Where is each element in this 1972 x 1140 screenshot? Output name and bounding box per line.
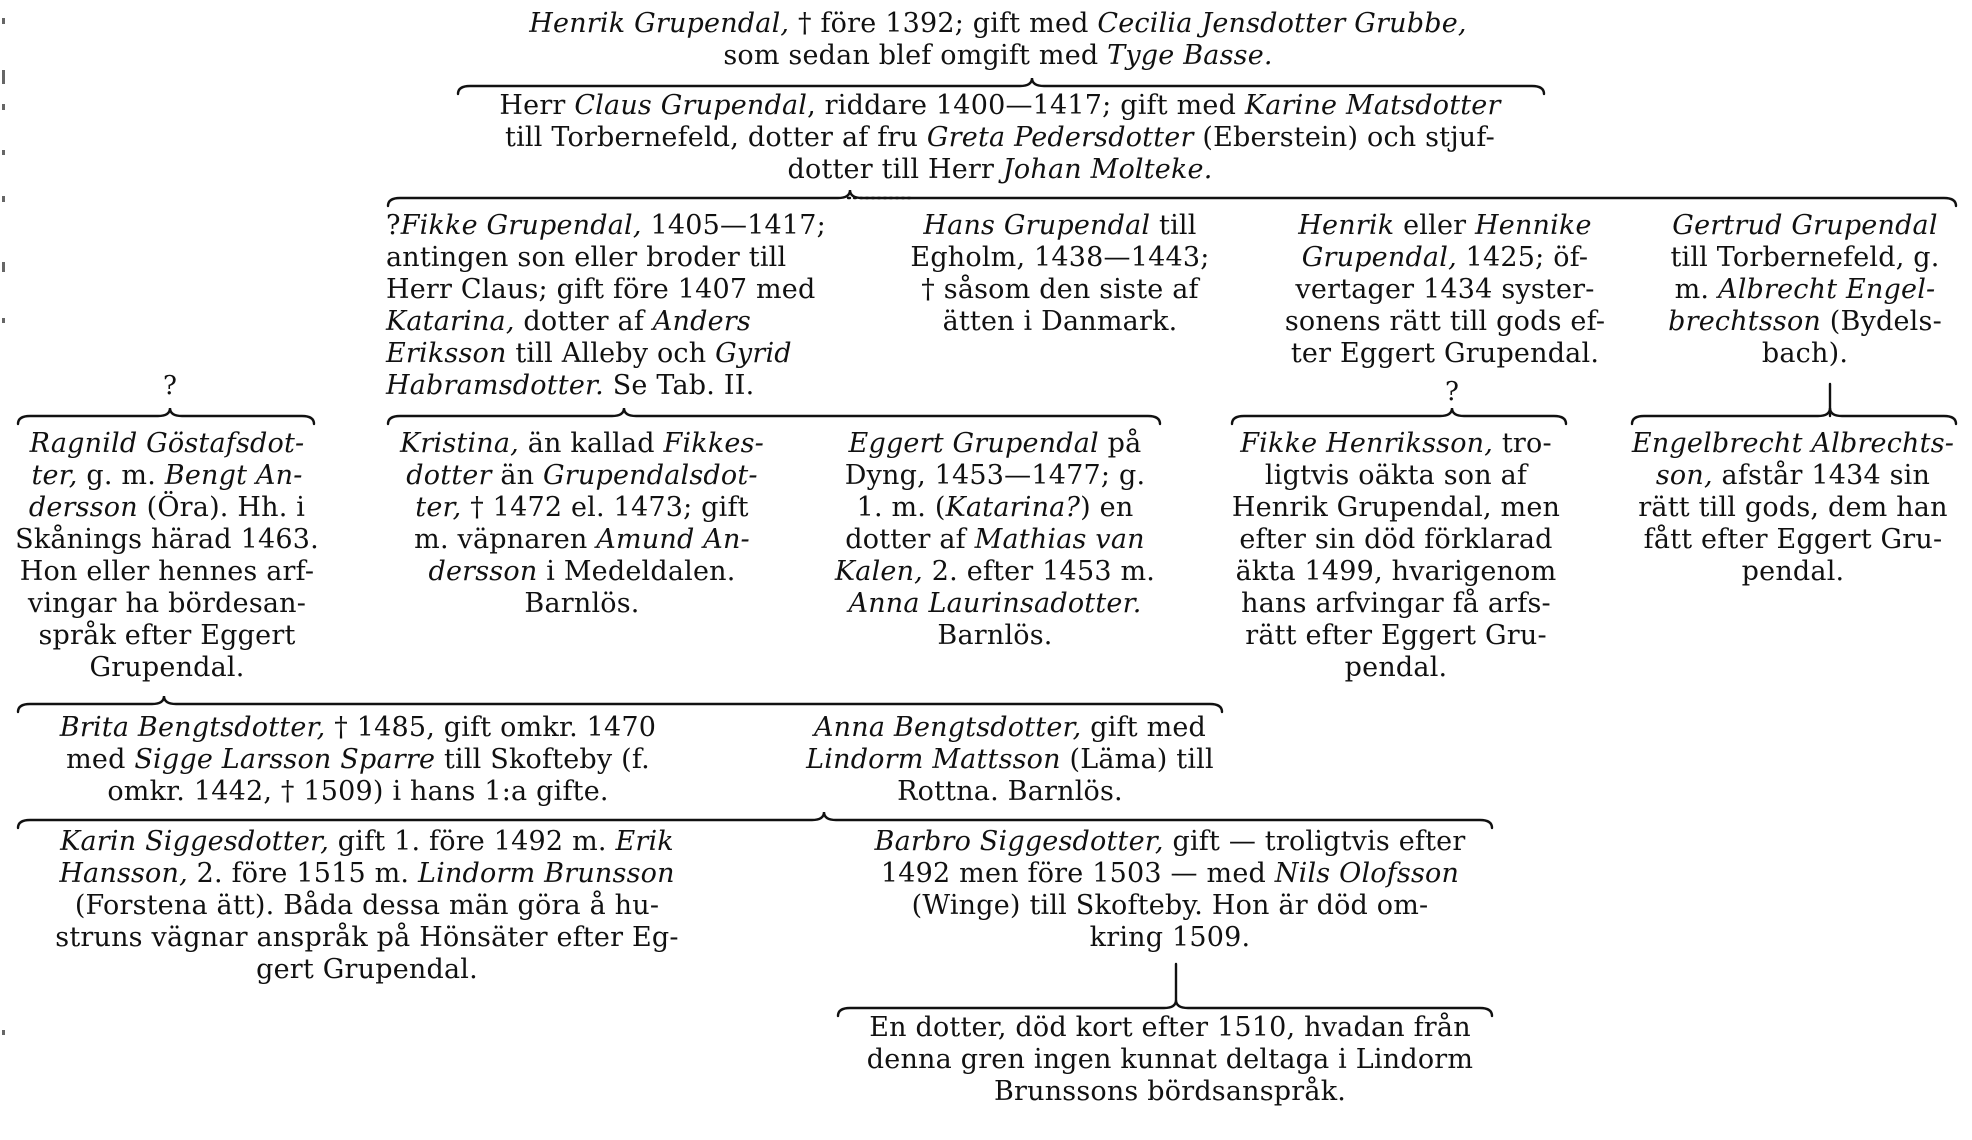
entry-text: med: [66, 744, 135, 775]
entry-text: m. väpnaren: [414, 524, 597, 555]
name-text: Henrik: [1298, 210, 1395, 241]
entry-line: [440, 122, 1560, 154]
entry-line: [8, 652, 326, 684]
name-text: Mathias van: [974, 524, 1145, 555]
question-mark-fikke-henriksson: ?: [1445, 377, 1459, 407]
entry-line: [820, 492, 1170, 524]
entry-brita-bengtsdotter: [8, 712, 708, 808]
bracket-brita-anna: [18, 696, 1222, 712]
entry-line: [8, 712, 708, 744]
entry-line: [8, 620, 326, 652]
name-text: Katarina,: [386, 306, 515, 337]
entry-line: [1620, 492, 1966, 524]
entry-text: till: [1150, 210, 1197, 241]
name-text: ter,: [31, 460, 78, 491]
name-text: Henrik Grupendal,: [529, 8, 790, 39]
entry-line: [8, 954, 726, 986]
entry-unnamed-daughter: [830, 1012, 1510, 1108]
name-text: Lindorm Brunsson: [418, 858, 675, 889]
name-text: Grupendal,: [1301, 242, 1457, 273]
name-text: Lindorm Mattsson: [806, 744, 1061, 775]
entry-line: [1270, 306, 1620, 338]
entry-text: † före 1392; gift med: [789, 8, 1098, 39]
entry-text: denna gren ingen kunnat deltaga i Lindorm: [866, 1044, 1474, 1075]
entry-text: dotter till Herr: [787, 154, 1003, 185]
entry-line: [1620, 556, 1966, 588]
entry-text: Henrik Grupendal, men: [1231, 492, 1561, 523]
entry-text: 2. före 1515 m.: [187, 858, 418, 889]
entry-text: (Forstena ätt). Båda dessa män göra å hu-: [74, 890, 660, 921]
entry-line: [8, 858, 726, 890]
entry-line: [782, 712, 1238, 744]
entry-fikke-grupendal: [386, 210, 856, 402]
entry-line: [386, 242, 856, 274]
entry-line: [1216, 620, 1576, 652]
entry-text: , riddare 1400—1417; gift med: [807, 90, 1245, 121]
entry-line: [8, 826, 726, 858]
name-text: Sigge Larsson Sparre: [134, 744, 436, 775]
entry-line: [830, 1076, 1510, 1108]
entry-claus-grupendal: [440, 90, 1560, 186]
entry-text: pendal.: [1344, 652, 1448, 683]
entry-text: kring 1509.: [1089, 922, 1251, 953]
entry-line: [820, 556, 1170, 588]
entry-line: [830, 826, 1510, 858]
name-text: Kalen,: [834, 556, 923, 587]
entry-text: Brunssons bördsanspråk.: [993, 1076, 1347, 1107]
entry-text: som sedan blef omgift med: [723, 40, 1108, 71]
entry-line: [376, 460, 788, 492]
entry-line: [8, 890, 726, 922]
entry-line: [386, 274, 856, 306]
entry-text: Skånings härad 1463.: [15, 524, 319, 555]
entry-line: [440, 154, 1560, 186]
entry-line: [1650, 210, 1960, 242]
entry-text: till Torbernefeld, g.: [1670, 242, 1940, 273]
entry-text: Barnlös.: [524, 588, 640, 619]
entry-text: ?: [386, 210, 401, 241]
entry-line: [820, 524, 1170, 556]
entry-line: [8, 524, 326, 556]
entry-text: Egholm, 1438—1443;: [910, 242, 1210, 273]
name-text: Fikke Grupendal,: [400, 210, 642, 241]
entry-text: till Torbernefeld, dotter af fru: [505, 122, 927, 153]
entry-text: 1425; öf-: [1456, 242, 1589, 273]
entry-henrik-grupendal: [448, 8, 1548, 72]
entry-line: [386, 338, 856, 370]
entry-ragnild-gostafsdotter: [8, 428, 326, 684]
entry-line: [448, 40, 1548, 72]
entry-line: [1650, 338, 1960, 370]
name-text: Tyge Basse.: [1107, 40, 1273, 71]
entry-line: [1270, 210, 1620, 242]
name-text: Amund An-: [596, 524, 750, 555]
name-text: dersson: [28, 492, 138, 523]
name-text: Anna Laurinsadotter.: [848, 588, 1142, 619]
entry-text: på: [1098, 428, 1142, 459]
entry-text: än kallad: [518, 428, 664, 459]
entry-text: Hon eller hennes arf-: [19, 556, 315, 587]
name-text: Anna Bengtsdotter,: [813, 712, 1082, 743]
name-text: Gyrid: [715, 338, 792, 369]
entry-text: gert Grupendal.: [256, 954, 478, 985]
name-text: dotter: [406, 460, 492, 491]
name-text: Fikkes-: [663, 428, 764, 459]
name-text: Hennike: [1475, 210, 1592, 241]
bracket-kristina-eggert: [388, 408, 1160, 424]
entry-text: bach).: [1761, 338, 1849, 369]
entry-line: [830, 1012, 1510, 1044]
entry-text: vingar ha bördesan-: [27, 588, 307, 619]
entry-text: omkr. 1442, † 1509) i hans 1:a gifte.: [107, 776, 609, 807]
entry-text: ätten i Danmark.: [942, 306, 1178, 337]
entry-line: [1216, 460, 1576, 492]
entry-line: [1620, 524, 1966, 556]
name-text: son,: [1655, 460, 1713, 491]
entry-line: [376, 556, 788, 588]
name-text: dersson: [428, 556, 538, 587]
entry-karin-siggesdotter: [8, 826, 726, 986]
entry-line: [1216, 524, 1576, 556]
entry-text: antingen son eller broder till: [386, 242, 787, 273]
entry-text: afstår 1434 sin: [1712, 460, 1931, 491]
entry-line: [820, 588, 1170, 620]
name-text: Anders: [652, 306, 751, 337]
entry-text: Rottna. Barnlös.: [897, 776, 1123, 807]
entry-line: [386, 210, 856, 242]
entry-text: språk efter Eggert: [38, 620, 296, 651]
entry-line: [820, 428, 1170, 460]
entry-line: [1650, 242, 1960, 274]
name-text: Erik: [615, 826, 674, 857]
name-text: Claus Grupendal: [574, 90, 808, 121]
entry-line: [782, 776, 1238, 808]
entry-text: 1492 men före 1503 — med: [880, 858, 1275, 889]
bracket-engelbrecht: [1632, 408, 1956, 424]
entry-line: [1216, 652, 1576, 684]
name-text: Habramsdotter.: [386, 370, 604, 401]
entry-text: vertager 1434 syster-: [1295, 274, 1595, 305]
entry-line: [8, 922, 726, 954]
name-text: Johan Molteke.: [1002, 154, 1213, 185]
name-text: Barbro Siggesdotter,: [874, 826, 1164, 857]
entry-text: rätt efter Eggert Gru-: [1245, 620, 1547, 651]
entry-line: [890, 242, 1230, 274]
entry-text: ligtvis oäkta son af: [1264, 460, 1528, 491]
entry-line: [8, 744, 708, 776]
entry-text: rätt till gods, dem han: [1638, 492, 1948, 523]
name-text: Greta Pedersdotter: [926, 122, 1194, 153]
entry-text: Dyng, 1453—1477; g.: [844, 460, 1146, 491]
entry-line: [376, 428, 788, 460]
entry-line: [1216, 428, 1576, 460]
entry-line: [890, 210, 1230, 242]
entry-line: [440, 90, 1560, 122]
name-text: Albrecht Engel-: [1718, 274, 1936, 305]
entry-line: [8, 588, 326, 620]
entry-line: [8, 556, 326, 588]
entry-text: (Bydels-: [1821, 306, 1942, 337]
entry-kristina: [376, 428, 788, 620]
entry-text: dotter af: [845, 524, 975, 555]
entry-text: tro-: [1493, 428, 1552, 459]
name-text: Eriksson: [386, 338, 507, 369]
entry-eggert-grupendal: [820, 428, 1170, 652]
name-text: Gertrud Grupendal: [1672, 210, 1938, 241]
entry-line: [376, 524, 788, 556]
entry-line: [376, 492, 788, 524]
entry-text: ) en: [1080, 492, 1134, 523]
entry-text: (Winge) till Skofteby. Hon är död om-: [911, 890, 1429, 921]
entry-line: [1216, 556, 1576, 588]
entry-text: g. m.: [77, 460, 165, 491]
entry-line: [830, 858, 1510, 890]
entry-text: till Skofteby (f.: [435, 744, 650, 775]
name-text: Hansson,: [59, 858, 188, 889]
name-text: Hans Grupendal: [923, 210, 1151, 241]
name-text: brechtsson: [1668, 306, 1821, 337]
entry-line: [1650, 274, 1960, 306]
entry-text: efter sin död förklarad: [1239, 524, 1553, 555]
name-text: Bengt An-: [164, 460, 303, 491]
entry-line: [386, 306, 856, 338]
entry-text: 1. m. (: [856, 492, 946, 523]
entry-text: till Alleby och: [506, 338, 716, 369]
entry-text: (Läma) till: [1060, 744, 1214, 775]
entry-text: Se Tab. II.: [603, 370, 755, 401]
entry-line: [8, 776, 708, 808]
entry-text: fått efter Eggert Gru-: [1643, 524, 1943, 555]
entry-text: Herr: [499, 90, 575, 121]
entry-line: [1216, 492, 1576, 524]
entry-text: eller: [1394, 210, 1476, 241]
entry-text: gift — troligtvis efter: [1163, 826, 1466, 857]
entry-text: struns vägnar anspråk på Hönsäter efter Eg-: [55, 922, 679, 953]
entry-text: ter Eggert Grupendal.: [1290, 338, 1600, 369]
entry-engelbrecht-albrechtsson: [1620, 428, 1966, 588]
name-text: Eggert Grupendal: [848, 428, 1099, 459]
name-text: Katarina?: [945, 492, 1081, 523]
entry-line: [1650, 306, 1960, 338]
entry-line: [1620, 428, 1966, 460]
entry-text: † 1485, gift omkr. 1470: [325, 712, 657, 743]
entry-line: [890, 274, 1230, 306]
entry-text: i Medeldalen.: [537, 556, 736, 587]
entry-line: [830, 922, 1510, 954]
entry-line: [376, 588, 788, 620]
entry-text: 2. efter 1453 m.: [922, 556, 1156, 587]
entry-text: gift 1. före 1492 m.: [328, 826, 616, 857]
name-text: ter,: [415, 492, 462, 523]
bracket-fikke2: [1232, 408, 1566, 424]
entry-line: [8, 492, 326, 524]
entry-line: [448, 8, 1548, 40]
entry-line: [1216, 588, 1576, 620]
entry-fikke-henriksson: [1216, 428, 1576, 684]
entry-henrik-hennike-grupendal: [1270, 210, 1620, 370]
name-text: Fikke Henriksson,: [1240, 428, 1494, 459]
entry-line: [386, 370, 856, 402]
bracket-ragnild: [18, 408, 314, 424]
entry-text: äkta 1499, hvarigenom: [1235, 556, 1557, 587]
entry-text: sonens rätt till gods ef-: [1284, 306, 1606, 337]
entry-line: [782, 744, 1238, 776]
entry-line: [1270, 338, 1620, 370]
entry-text: pendal.: [1741, 556, 1845, 587]
entry-line: [1270, 274, 1620, 306]
entry-text: m.: [1674, 274, 1718, 305]
entry-text: (Eberstein) och stjuf-: [1193, 122, 1495, 153]
name-text: Brita Bengtsdotter,: [59, 712, 326, 743]
bracket-children: [388, 190, 1956, 206]
entry-text: Herr Claus; gift före 1407 med: [386, 274, 816, 305]
name-text: Karin Siggesdotter,: [60, 826, 329, 857]
entry-line: [820, 460, 1170, 492]
entry-line: [820, 620, 1170, 652]
entry-text: Barnlös.: [937, 620, 1053, 651]
name-text: Grupendalsdot-: [543, 460, 758, 491]
name-text: Karine Matsdotter: [1244, 90, 1501, 121]
entry-text: † 1472 el. 1473; gift: [461, 492, 749, 523]
entry-line: [890, 306, 1230, 338]
entry-text: Grupendal.: [89, 652, 245, 683]
entry-text: † såsom den siste af: [921, 274, 1199, 305]
entry-line: [8, 460, 326, 492]
entry-line: [830, 1044, 1510, 1076]
name-text: Cecilia Jensdotter Grubbe,: [1097, 8, 1467, 39]
entry-line: [830, 890, 1510, 922]
entry-text: 1405—1417;: [641, 210, 826, 241]
entry-text: En dotter, död kort efter 1510, hvadan från: [869, 1012, 1471, 1043]
entry-text: hans arfvingar få arfs-: [1241, 588, 1551, 619]
entry-line: [1270, 242, 1620, 274]
entry-line: [1620, 460, 1966, 492]
name-text: Ragnild Göstafsdot-: [29, 428, 305, 459]
entry-gertrud-grupendal: [1650, 210, 1960, 370]
name-text: Engelbrecht Albrechts-: [1631, 428, 1955, 459]
entry-text: än: [491, 460, 544, 491]
entry-text: dotter af: [514, 306, 653, 337]
entry-text: gift med: [1081, 712, 1207, 743]
name-text: Nils Olofsson: [1274, 858, 1460, 889]
entry-barbro-siggesdotter: [830, 826, 1510, 954]
name-text: Kristina,: [400, 428, 519, 459]
entry-anna-bengtsdotter: [782, 712, 1238, 808]
question-mark-ragnild: ?: [163, 371, 177, 401]
entry-hans-grupendal: [890, 210, 1230, 338]
entry-text: (Öra). Hh. i: [137, 492, 306, 523]
entry-line: [8, 428, 326, 460]
